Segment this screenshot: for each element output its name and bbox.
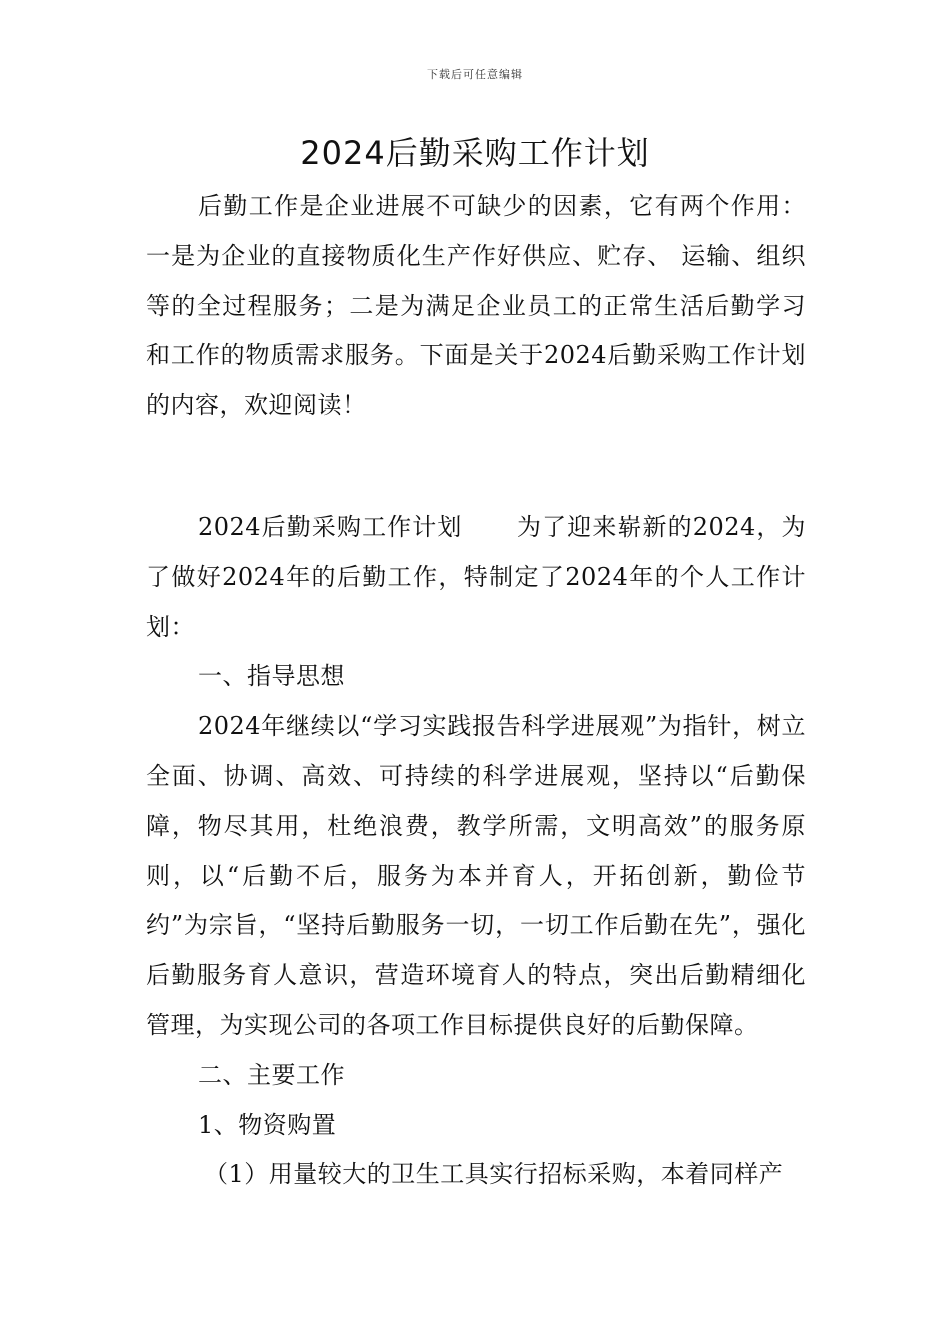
heading-main-work: 二、主要工作 <box>198 1060 345 1089</box>
subheading-material-purchase: 1、物资购置 <box>198 1110 337 1139</box>
paragraph-spacer <box>146 481 806 503</box>
opening-text: 为了迎来崭新的2024，为了做好2024年的后勤工作，特制定了2024年的个人工作计划： <box>146 512 807 641</box>
guiding-paragraph: 2024年继续以“学习实践报告科学进展观”为指针，树立全面、协调、高效、可持续的科学进展观，坚持以“后勤保障，物尽其用，杜绝浪费，教学所需，文明高效”的服务原则，以“后勤不后，服务为本并育人，开拓创新，勤俭节约”为宗旨，“坚持后勤服务一切，一切工作后勤在先”，强化后勤服务育人意识，营造环境育人的特点，突出后勤精细化管理，为实现公司的各项工作目标提供良好的后勤保障。 <box>146 712 806 1039</box>
heading-guiding-principles: 一、指导思想 <box>198 662 345 691</box>
section-title-inline: 2024后勤采购工作计划 <box>198 512 463 541</box>
header-note: 下载后可任意编辑 <box>427 68 523 81</box>
document-title: 2024后勤采购工作计划 <box>300 134 650 172</box>
document-body <box>146 182 806 1200</box>
item-paragraph: （1）用量较大的卫生工具实行招标采购，本着同样产 <box>204 1160 784 1189</box>
paragraph-spacer <box>146 431 806 481</box>
intro-paragraph: 后勤工作是企业进展不可缺少的因素，它有两个作用：一是为企业的直接物质化生产作好供应、贮存、 运输、组织等的全过程服务；二是为满足企业员工的正常生活后勤学习和工作的物质需求服务。下面是关于2024后勤采购工作计划的内容，欢迎阅读！ <box>146 192 806 420</box>
opening-paragraph <box>146 503 806 652</box>
